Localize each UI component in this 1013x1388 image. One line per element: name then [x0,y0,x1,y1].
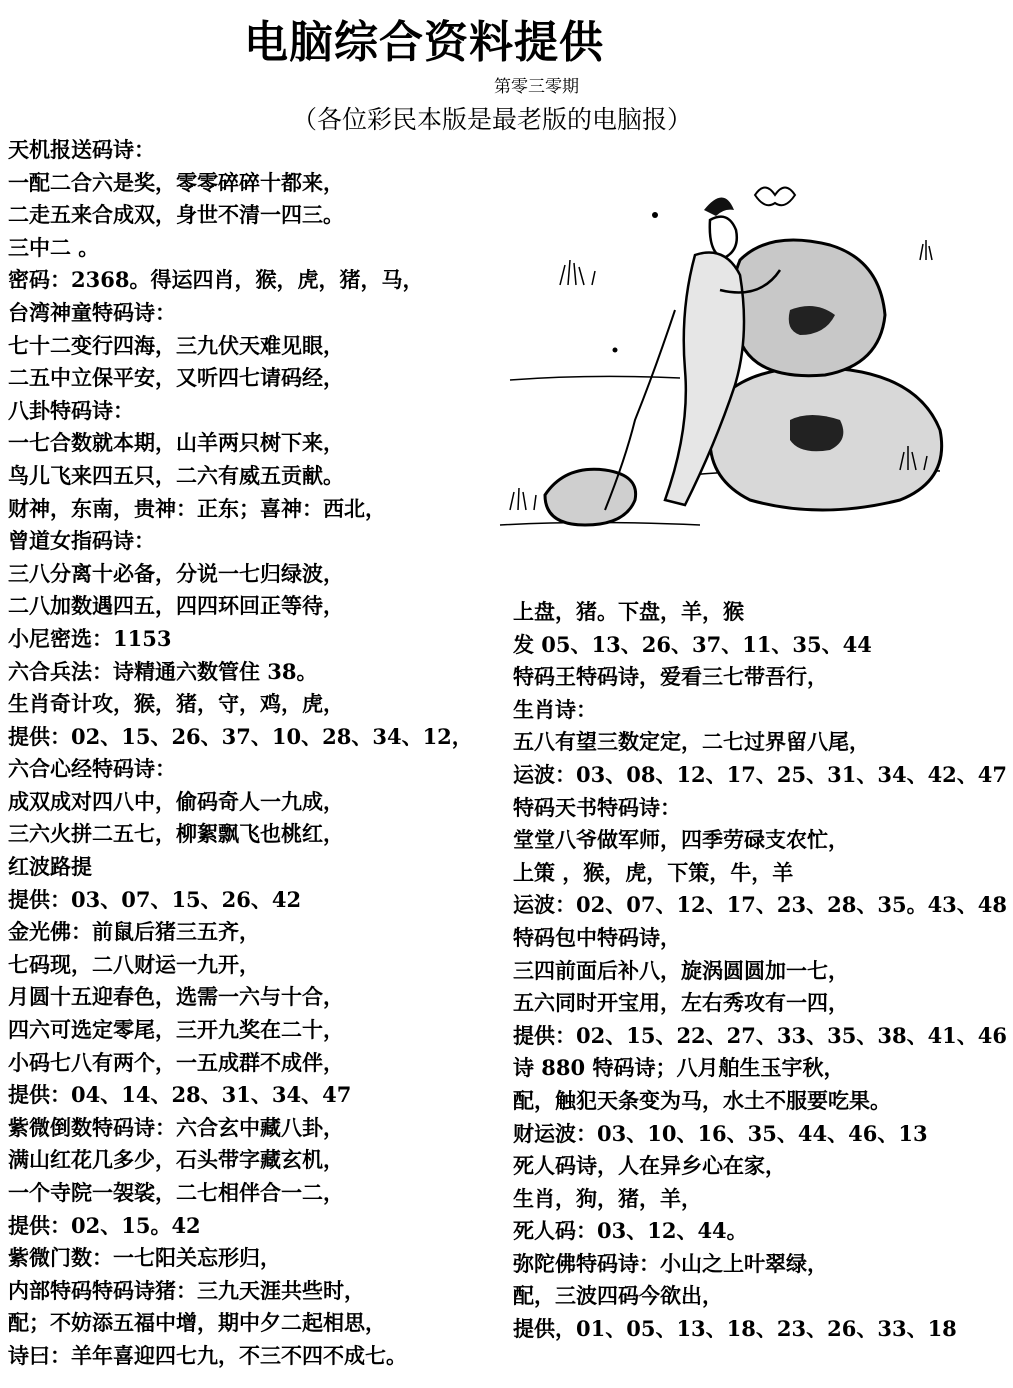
left-column-line: 提供：02、15。42 [8,1212,201,1238]
left-column-line: 三中二 。 [8,234,100,260]
left-column-line: 紫微倒数特码诗：六合玄中藏八卦， [8,1114,344,1140]
left-column-line: 提供：02、15、26、37、10、28、34、12， [8,723,473,749]
left-column-line: 小码七八有两个，一五成群不成伴， [8,1049,344,1075]
right-column-line: 运波：02、07、12、17、23、28、35。43、48 [513,892,1008,918]
left-column-line: 生肖奇计攻，猴，猪，守，鸡，虎， [8,691,344,717]
left-column-line: 密码：2368。得运四肖，猴，虎，猪，马， [8,267,424,293]
right-column-line: 三四前面后补八，旋涡圆圆加一七， [513,957,849,983]
right-column-line: 五八有望三数定定，二七过界留八尾， [513,729,870,755]
right-column-line: 诗 880 特码诗；八月舶生玉宇秋， [513,1055,845,1081]
right-column-line: 生肖诗： [513,696,597,722]
left-column-line: 四六可选定零尾，三开九奖在二十， [8,1017,344,1043]
left-column-line: 七十二变行四海，三九伏天难见眼， [8,332,344,358]
left-column-line: 财神，东南，贵神：正东；喜神：西北， [8,495,386,521]
left-column-line: 鸟儿飞来四五只，二六有威五贡献。 [8,462,344,488]
page-subtitle: （各位彩民本版是最老版的电脑报） [292,105,693,134]
right-column-line: 五六同时开宝用，左右秀攻有一四， [513,990,849,1016]
right-column-line: 提供，01、05、13、18、23、26、33、18 [513,1316,957,1342]
left-column-line: 红波路提 [8,854,92,880]
left-column-line: 三六火拼二五七，柳絮飘飞也桃红， [8,821,344,847]
left-column [8,134,473,1373]
right-column-line: 特码包中特码诗， [513,924,681,950]
right-column-line: 上盘，猪。下盘，羊，猴 [513,599,744,624]
right-column-line: 生肖，狗，猪，羊， [513,1185,702,1211]
left-column-line: 金光佛：前鼠后猪三五齐， [8,919,260,945]
right-column-line: 死人码：03、12、44。 [513,1218,748,1244]
right-column-line: 上策 ，猴，虎，下策，牛，羊 [513,859,794,885]
right-column-line: 堂堂八爷做军师，四季劳碌支农忙， [513,827,849,853]
right-column [513,596,1007,1346]
issue-number: 第零三零期 [494,77,579,97]
left-column-line: 内部特码特码诗猪：三九天涯共些时， [8,1277,365,1303]
left-column-line: 曾道女指码诗： [8,528,155,554]
left-column-line: 一配二合六是奖，零零碎碎十都来， [8,169,344,195]
left-column-line: 提供：04、14、28、31、34、47 [8,1082,352,1108]
right-column-line: 特码王特码诗，爱看三七带吾行， [513,664,828,690]
right-column-line: 财运波：03、10、16、35、44、46、13 [513,1120,928,1146]
right-column-line: 配，三波四码今欲出， [513,1283,723,1309]
left-column-line: 六合兵法：诗精通六数管住 38。 [8,658,318,684]
left-column-line: 诗曰：羊年喜迎四七九，不三不四不成七。 [8,1342,407,1368]
left-column-line: 七码现，二八财运一九开， [8,951,260,977]
right-column-line: 特码天书特码诗： [513,794,681,820]
left-column-line: 二五中立保平安，又听四七请码经， [8,365,344,391]
left-column-line: 紫微门数：一七阳关忘形归， [8,1245,281,1271]
left-column-line: 六合心经特码诗： [8,756,176,782]
right-column-line: 发 05、13、26、37、11、35、44 [513,631,872,657]
left-column-line: 台湾神童特码诗： [8,299,176,325]
left-column-line: 提供：03、07、15、26、42 [8,886,302,912]
left-column-line: 天机报送码诗： [8,137,155,162]
left-column-line: 满山红花几多少，石头带字藏玄机， [8,1147,344,1173]
left-column-line: 一七合数就本期，山羊两只树下来， [8,430,344,456]
left-column-line: 成双成对四八中，偷码奇人一九成， [8,788,344,814]
right-column-line: 弥陀佛特码诗：小山之上叶翠绿， [513,1250,828,1276]
left-column-line: 三八分离十必备，分说一七归绿波， [8,560,344,586]
left-column-line: 二八加数遇四五，四四环回正等待， [8,593,344,619]
right-column-line: 提供：02、15、22、27、33、35、38、41、46 [513,1022,1008,1048]
left-column-line: 一个寺院一袈裟，二七相伴合一二， [8,1180,344,1205]
right-column-line: 死人码诗，人在异乡心在家， [513,1153,786,1179]
left-column-line: 配；不妨添五福中增，期中夕二起相思， [8,1310,386,1336]
left-column-line: 八卦特码诗： [8,397,134,423]
left-column-line: 月圆十五迎春色，选需一六与十合， [8,984,344,1010]
left-column-line: 二走五来合成双，身世不清一四三。 [8,202,344,228]
right-column-line: 配，触犯天条变为马，水土不服要吃果。 [513,1087,891,1113]
left-column-line: 小尼密选：1153 [8,625,172,651]
page-title: 电脑综合资料提供 [244,17,604,68]
right-column-line: 运波：03、08、12、17、25、31、34、42、47 [513,761,1008,787]
ink-illustration-woman-rocks [490,140,960,540]
